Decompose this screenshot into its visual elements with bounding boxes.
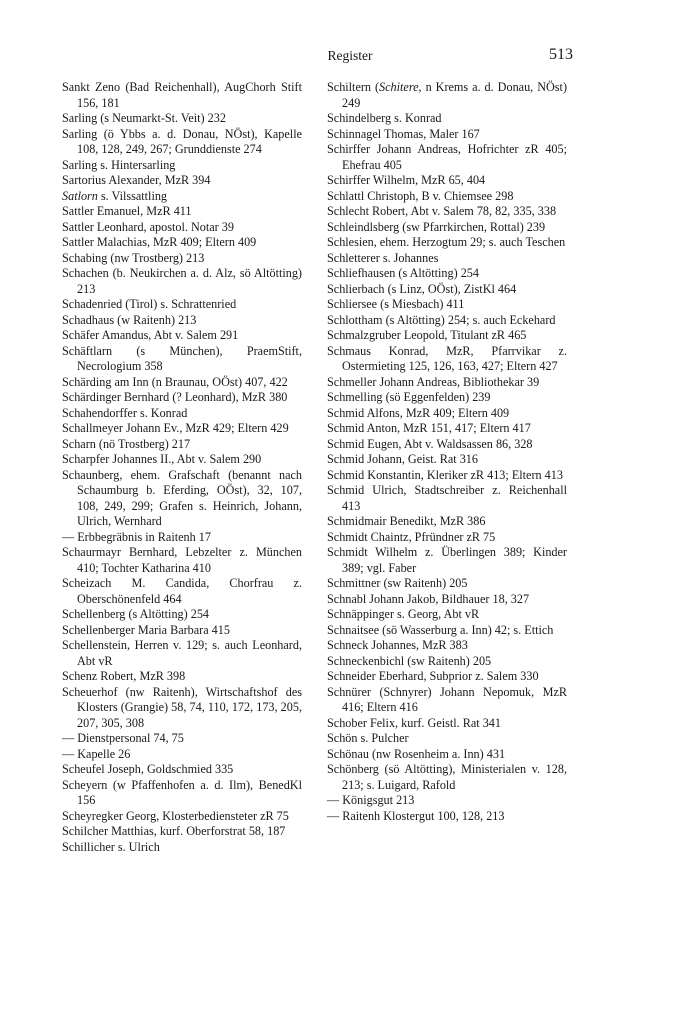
index-entry: Schmidt Wilhelm z. Überlingen 389; Kinder 389; vgl. Faber — [327, 545, 567, 575]
index-entry: Schilcher Matthias, kurf. Oberforstrat 58, 187 — [62, 824, 286, 838]
index-entry: Schaurmayr Bernhard, Lebzelter z. München 410; Tochter Katharina 410 — [62, 545, 302, 575]
index-entry: Schneckenbichl (sw Raitenh) 205 — [327, 653, 492, 668]
index-entry: Schellenberg (s Altötting) 254 — [62, 607, 210, 621]
index-entry: Scheyern (w Pfaffenhofen a. d. Ilm), BenedKl 156 — [62, 777, 302, 807]
index-entry: Schmidmair Benedikt, MzR 386 — [327, 514, 486, 528]
index-entry: — Erbbegräbnis in Raitenh 17 — [62, 529, 211, 544]
index-entry: Schaunberg, ehem. Grafschaft (benannt nach Schaumburg b. Eferding, OÖst), 32, 107, 108, 249, 299; Grafen s. Heinrich, Johann, Ulrich, Wernhard — [62, 467, 302, 528]
index-entry: Schönau (nw Rosenheim a. Inn) 431 — [327, 746, 506, 761]
index-entry: Schadenried (Tirol) s. Schrattenried — [62, 297, 237, 311]
index-entry: Schnürer (Schnyrer) Johann Nepomuk, MzR 416; Eltern 416 — [327, 684, 567, 714]
index-entry: Schnabl Johann Jakob, Bildhauer 18, 327 — [327, 591, 530, 606]
index-entry: Schletterer s. Johannes — [327, 250, 439, 265]
index-entry: Schmid Johann, Geist. Rat 316 — [327, 452, 478, 466]
index-entry: Schnaitsee (sö Wasserburg a. Inn) 42; s. Ettich — [327, 622, 554, 637]
index-entry: Schellenstein, Herren v. 129; s. auch Leonhard, Abt vR — [62, 638, 302, 668]
index-entry: Scharpfer Johannes II., Abt v. Salem 290 — [62, 452, 262, 466]
index-entry: Schmeller Johann Andreas, Bibliothekar 39 — [327, 374, 540, 389]
index-entry — [62, 189, 302, 205]
index-entry: Schnäppinger s. Georg, Abt vR — [327, 607, 480, 621]
index-entry: Schmelling (sö Eggenfelden) 239 — [327, 390, 491, 404]
index-entry: Schabing (nw Trostberg) 213 — [62, 250, 205, 265]
index-entry: Schlierbach (s Linz, OÖst), ZistKl 464 — [327, 281, 517, 296]
right-column — [327, 80, 567, 824]
index-entry: Schliefhausen (s Altötting) 254 — [327, 266, 479, 280]
index-entry: Sarling s. Hintersarling — [62, 157, 176, 172]
index-entry-italic: Schitere — [379, 80, 419, 94]
index-entry: Schmaus Konrad, MzR, Pfarrvikar z. Ostermieting 125, 126, 163, 427; Eltern 427 — [327, 343, 567, 373]
index-entry-text: s. Vilssattling — [97, 188, 168, 203]
index-entry: Scheuerhof (nw Raitenh), Wirtschaftshof des Klosters (Grangie) 58, 74, 110, 172, 173, 205, 207, 305, 308 — [62, 684, 302, 730]
index-entry: Sattler Malachias, MzR 409; Eltern 409 — [62, 235, 257, 249]
index-entry: Schahendorffer s. Konrad — [62, 405, 188, 420]
left-column — [62, 80, 302, 855]
index-entry: Schallmeyer Johann Ev., MzR 429; Eltern 429 — [62, 421, 289, 435]
index-entry: Schinnagel Thomas, Maler 167 — [327, 126, 480, 141]
index-entry: Scheizach M. Candida, Chorfrau z. Oberschönenfeld 464 — [62, 576, 302, 606]
index-entry: Sartorius Alexander, MzR 394 — [62, 173, 211, 187]
index-entry: Schmid Alfons, MzR 409; Eltern 409 — [327, 405, 510, 420]
index-entry-text: , n Krems a. d. Donau, NÖst) 249 — [342, 80, 567, 110]
index-entry: Schlottham (s Altötting) 254; s. auch Eckehard — [327, 312, 556, 327]
index-entry: Schneck Johannes, MzR 383 — [327, 638, 468, 652]
index-entry: — Dienstpersonal 74, 75 — [62, 731, 184, 745]
index-entry: — Raitenh Klostergut 100, 128, 213 — [327, 808, 505, 823]
index-entry: Schmid Eugen, Abt v. Waldsassen 86, 328 — [327, 436, 533, 451]
index-entry: Schmid Ulrich, Stadtschreiber z. Reichenhall 413 — [327, 483, 567, 513]
index-entry: Schmalzgruber Leopold, Titulant zR 465 — [327, 328, 527, 342]
index-entry: Schindelberg s. Konrad — [327, 111, 442, 125]
index-entry: Schillicher s. Ulrich — [62, 839, 160, 854]
index-entry — [327, 80, 567, 111]
index-entry: Schönberg (sö Altötting), Ministerialen v. 128, 213; s. Luigard, Rafold — [327, 762, 567, 792]
index-entry: Sattler Leonhard, apostol. Notar 39 — [62, 219, 234, 234]
index-entry: Schärdinger Bernhard (? Leonhard), MzR 380 — [62, 390, 288, 404]
index-entry: Sankt Zeno (Bad Reichenhall), AugChorh Stift 156, 181 — [62, 80, 302, 110]
index-entry: Schön s. Pulcher — [327, 731, 409, 745]
index-entry: Schleindlsberg (sw Pfarrkirchen, Rottal) 239 — [327, 219, 546, 234]
index-entry: Schachen (b. Neukirchen a. d. Alz, sö Altötting) 213 — [62, 266, 302, 296]
index-entry-text: Schiltern ( — [327, 80, 380, 94]
running-head: Register — [327, 48, 373, 63]
index-entry: Schneider Eberhard, Subprior z. Salem 330 — [327, 669, 539, 683]
index-entry-italic: Satlorn — [62, 188, 98, 203]
index-entry: Schmidt Chaintz, Pfründner zR 75 — [327, 529, 496, 544]
index-entry: Scheyregker Georg, Klosterbediensteter zR 75 — [62, 808, 289, 823]
page-number: 513 — [549, 46, 573, 63]
index-entry: Schlecht Robert, Abt v. Salem 78, 82, 335, 338 — [327, 204, 557, 218]
index-entry: Schärding am Inn (n Braunau, OÖst) 407, 422 — [62, 374, 288, 389]
index-entry: Sattler Emanuel, MzR 411 — [62, 204, 192, 218]
index-entry: Schäfer Amandus, Abt v. Salem 291 — [62, 328, 239, 342]
index-entry: Schadhaus (w Raitenh) 213 — [62, 312, 197, 327]
index-entry: Schmid Konstantin, Kleriker zR 413; Eltern 413 — [327, 467, 563, 482]
index-entry: Schlesien, ehem. Herzogtum 29; s. auch Teschen — [327, 235, 566, 249]
index-entry: Scheufel Joseph, Goldschmied 335 — [62, 762, 234, 776]
index-entry: Schliersee (s Miesbach) 411 — [327, 297, 465, 311]
index-entry: Schober Felix, kurf. Geistl. Rat 341 — [327, 715, 501, 730]
index-entry: — Königsgut 213 — [327, 793, 415, 807]
index-entry: Schmid Anton, MzR 151, 417; Eltern 417 — [327, 421, 531, 435]
index-entry: — Kapelle 26 — [62, 746, 131, 761]
index-entry: Schlattl Christoph, B v. Chiemsee 298 — [327, 188, 514, 203]
index-entry: Schirffer Johann Andreas, Hofrichter zR 405; Ehefrau 405 — [327, 142, 567, 172]
index-entry: Schmittner (sw Raitenh) 205 — [327, 576, 468, 590]
index-entry: Sarling (ö Ybbs a. d. Donau, NÖst), Kapelle 108, 128, 249, 267; Grunddienste 274 — [62, 126, 302, 156]
index-entry: Schellenberger Maria Barbara 415 — [62, 622, 230, 637]
index-entry: Schäftlarn (s München), PraemStift, Necrologium 358 — [62, 343, 302, 373]
index-entry: Schenz Robert, MzR 398 — [62, 669, 186, 683]
index-entry: Sarling (s Neumarkt-St. Veit) 232 — [62, 111, 226, 125]
index-entry: Schirffer Wilhelm, MzR 65, 404 — [327, 173, 486, 187]
index-entry: Scharn (nö Trostberg) 217 — [62, 436, 191, 451]
